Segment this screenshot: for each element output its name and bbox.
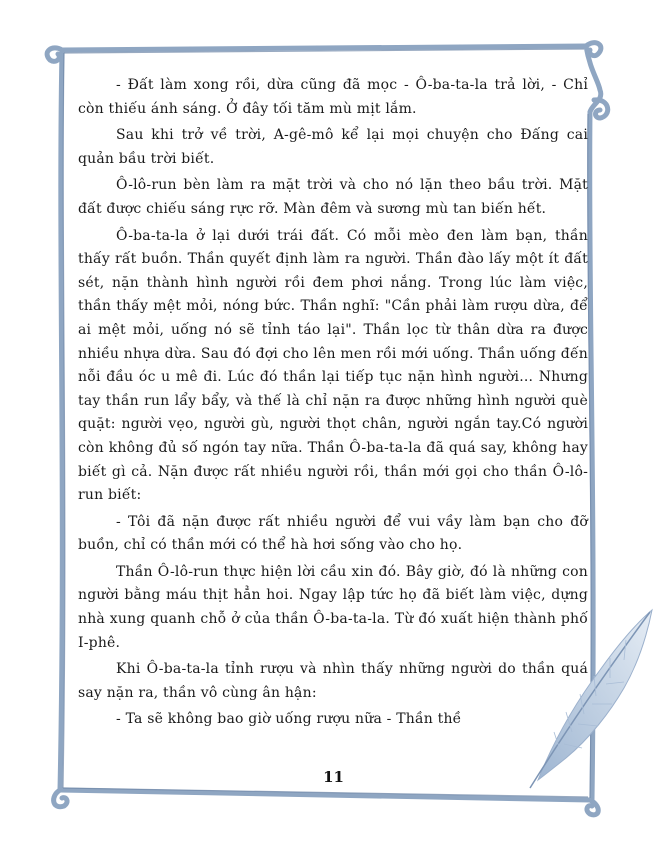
paragraph: Khi Ô-ba-ta-la tỉnh rượu và nhìn thấy những người do thần quá say nặn ra, thần vô cùng ân hận: — [78, 661, 588, 701]
paragraph: - Đất làm xong rồi, dừa cũng đã mọc - Ô-ba-ta-la trả lời, - Chỉ còn thiếu ánh sáng. Ở đây tối tăm mù mịt lắm. — [78, 77, 588, 117]
paragraph: Ô-ba-ta-la ở lại dưới trái đất. Có mỗi mèo đen làm bạn, thần thấy rất buồn. Thần quyết định làm ra người. Thần đào lấy một ít đất sét, nặn thành hình người rồi đem phơi nắng. Trong lúc làm việc, thần thấy mệt mỏi, nóng bức. Thần nghĩ: "Cần phải làm rượu dừa, để ai mệt mỏi, uống nó sẽ tỉnh táo lại". Thần lọc từ thân dừa ra được nhiều nhựa dừa. Sau đó đợi cho lên men rồi mới uống. Thần uống đến nỗi đầu óc u mê đi. Lúc đó thần lại tiếp tục nặn hình người... Nhưng tay thần run lẩy bẩy, và thế là chỉ nặn ra được những hình người què quặt: người vẹo, người gù, người thọt chân, người ngắn tay.Có người còn không đủ số ngón tay nữa. Thần Ô-ba-ta-la đã quá say, không hay biết gì cả. Nặn được rất nhiều người rồi, thần mới gọi cho thần Ô-lô-run biết: — [78, 227, 588, 504]
paragraph: Sau khi trở về trời, A-gê-mô kể lại mọi chuyện cho Đấng cai quản bầu trời biết. — [78, 127, 588, 167]
story-text — [78, 74, 588, 735]
paragraph: - Ta sẽ không bao giờ uống rượu nữa - Thần thề — [116, 711, 462, 728]
paragraph: Thần Ô-lô-run thực hiện lời cầu xin đó. Bây giờ, đó là những con người bằng máu thịt hẳn hoi. Ngay lập tức họ đã biết làm việc, dựng nhà xung quanh chỗ ở của thần Ô-ba-ta-la. Từ đó xuất hiện thành phố I-phê. — [78, 563, 588, 651]
page-number: 11 — [323, 768, 344, 786]
paragraph: Ô-lô-run bèn làm ra mặt trời và cho nó lặn theo bầu trời. Mặt đất được chiếu sáng rực rỡ. Màn đêm và sương mù tan biến hết. — [78, 177, 588, 217]
paragraph: - Tôi đã nặn được rất nhiều người để vui vầy làm bạn cho đỡ buồn, chỉ có thần mới có thể hà hơi sống vào cho họ. — [78, 513, 588, 554]
